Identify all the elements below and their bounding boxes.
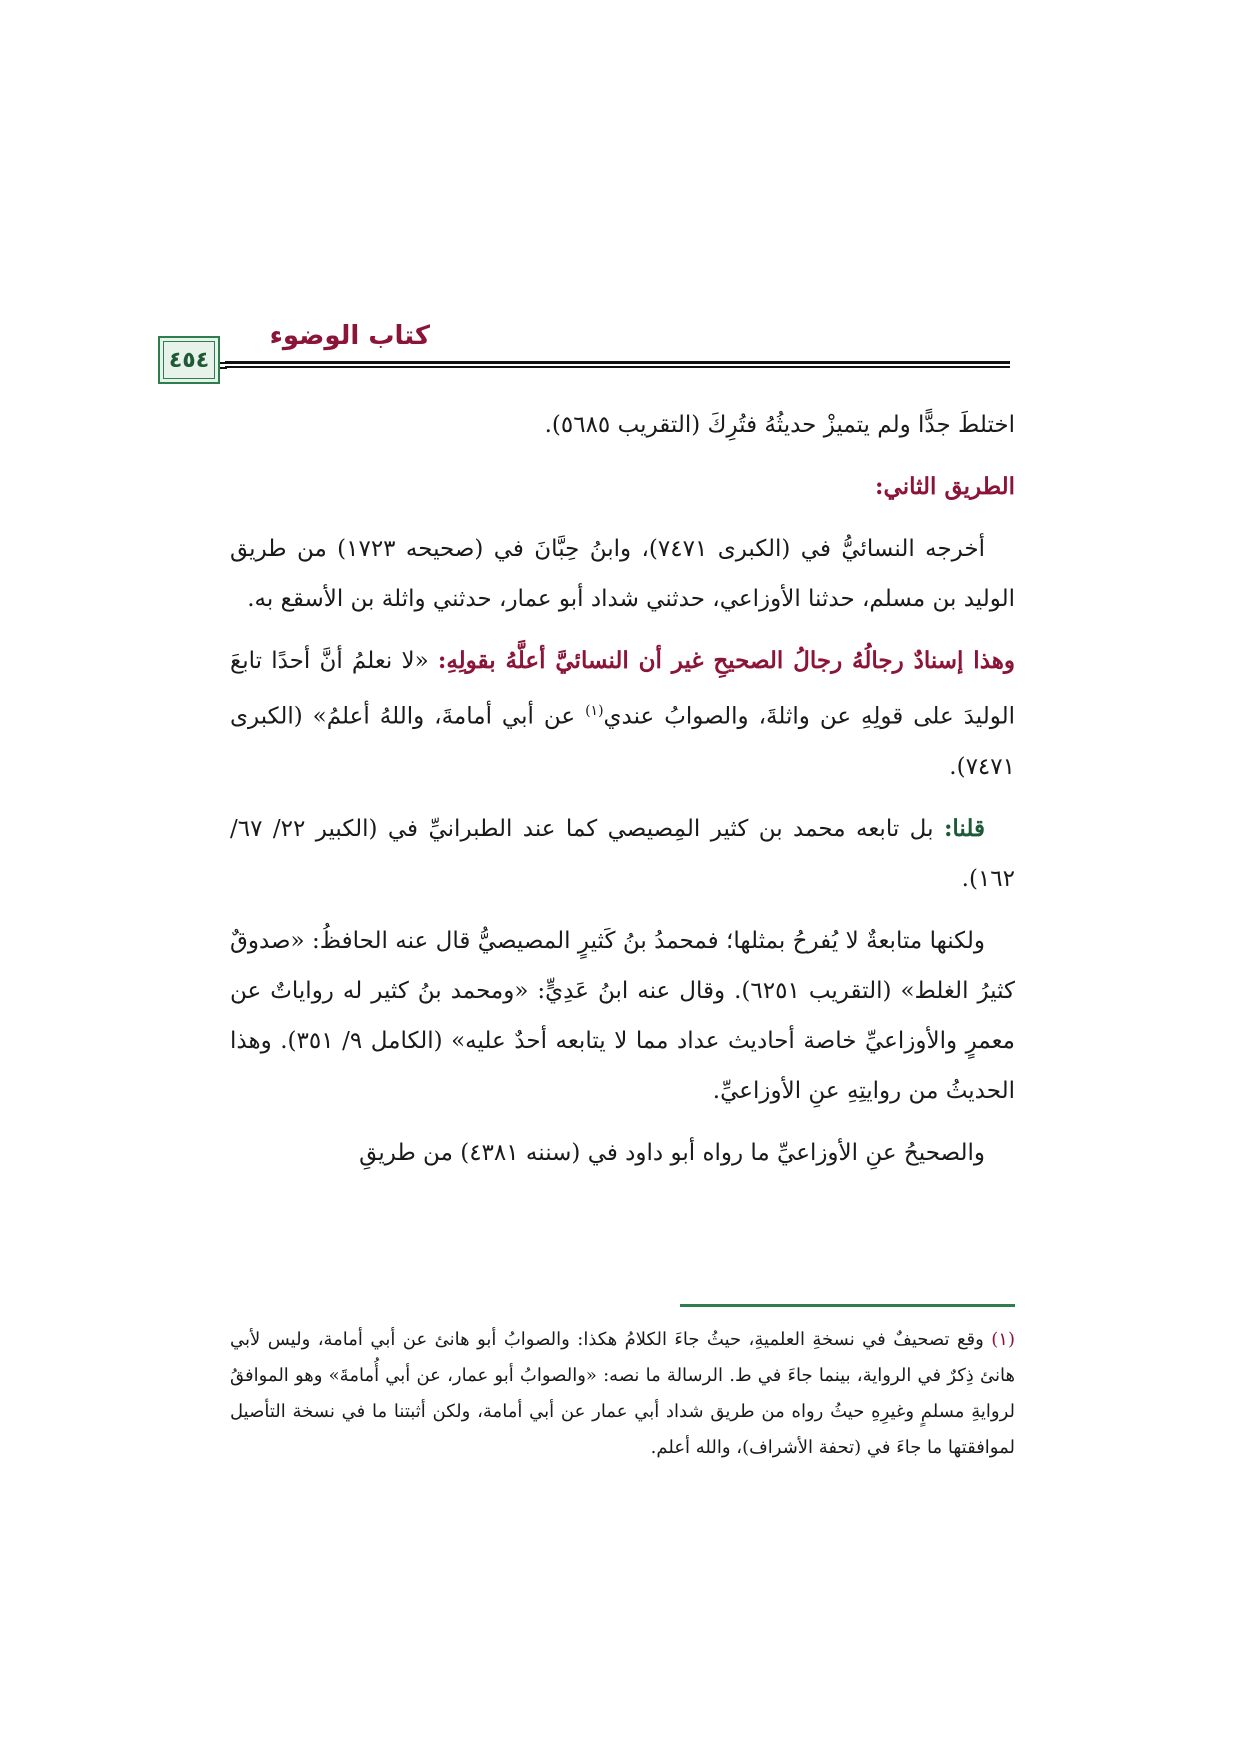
footnote-number: (١) <box>991 1329 1015 1350</box>
paragraph-3-text: بل تابعه محمد بن كثير المِصيصي كما عند الطبرانيِّ في (الكبير ٢٢/ ٦٧/ ١٦٢). <box>230 815 1015 892</box>
paragraph-1: أخرجه النسائيُّ في (الكبرى ٧٤٧١)، وابنُ حِبَّانَ في (صحيحه ١٧٢٣) من طريق الوليد بن مسلم، حدثنا الأوزاعي، حدثني شداد أبو عمار، حدثني واثلة بن الأسقع به. <box>230 536 1015 612</box>
paragraph-2 <box>230 636 1015 792</box>
body-text <box>230 400 1015 1190</box>
paragraph-2-text-b: عن أبي أمامةَ، واللهُ أعلمُ» (الكبرى ٧٤٧١). <box>230 703 1015 780</box>
paragraph-2-lead: وهذا إسنادٌ رجالُهُ رجالُ الصحيحِ غير أن النسائيَّ أعلَّهُ بقولِهِ: <box>437 647 1015 674</box>
header-rule <box>225 361 1010 368</box>
footnote-text: وقع تصحيفٌ في نسخةِ العلميةِ، حيثُ جاءَ الكلامُ هكذا: والصوابُ أبو هانئ عن أبي أمامة، وليس لأبي هانئ ذِكرٌ في الرواية، بينما جاءَ في ط. الرسالة ما نصه: «والصوابُ أبو عمار، عن أبي أُمامةَ» وهو الموافقُ لروايةِ مسلمٍ وغيرِهِ حيثُ رواه من طريق شداد أبي عمار عن أبي أمامة، ولكن أثبتنا ما في نسخة التأصيل لموافقتها ما جاءَ في (تحفة الأشراف)، والله أعلم. <box>230 1329 1015 1458</box>
section-heading: الطريق الثاني: <box>875 473 1015 500</box>
paragraph-2-text-a: «لا نعلمُ أنَّ أحدًا تابعَ الوليدَ على قولِهِ عن واثلةَ، والصوابُ عندي <box>230 648 1015 730</box>
footnote-ref[interactable]: (١) <box>585 703 604 719</box>
continuation-line: اختلطَ جدًّا ولم يتميزْ حديثُهُ فتُرِكَ (التقريب ٥٦٨٥). <box>544 412 1015 438</box>
paragraph-3-lead: قلنا: <box>943 814 985 842</box>
footnote-divider <box>680 1304 1015 1307</box>
page-number: ٤٥٤ <box>168 347 210 373</box>
page-number-badge <box>158 336 220 384</box>
footnote <box>230 1322 1015 1466</box>
paragraph-5: والصحيحُ عنِ الأوزاعيِّ ما رواه أبو داود في (سننه ٤٣٨١) من طريقِ <box>359 1139 985 1166</box>
paragraph-3 <box>230 804 1015 904</box>
book-title: كتاب الوضوء <box>269 321 430 351</box>
paragraph-4: ولكنها متابعةٌ لا يُفرحُ بمثلها؛ فمحمدُ بنُ كَثيرٍ المصيصيُّ قال عنه الحافظُ: «صدوقٌ كثيرُ الغلط» (التقريب ٦٢٥١). وقال عنه ابنُ عَدِيٍّ: «ومحمد بنُ كثير له رواياتٌ عن معمرٍ والأوزاعيِّ خاصة أحاديث عداد مما لا يتابعه أحدٌ عليه» (الكامل ٩/ ٣٥١). وهذا الحديثُ من روايتِهِ عنِ الأوزاعيِّ. <box>230 927 1015 1104</box>
